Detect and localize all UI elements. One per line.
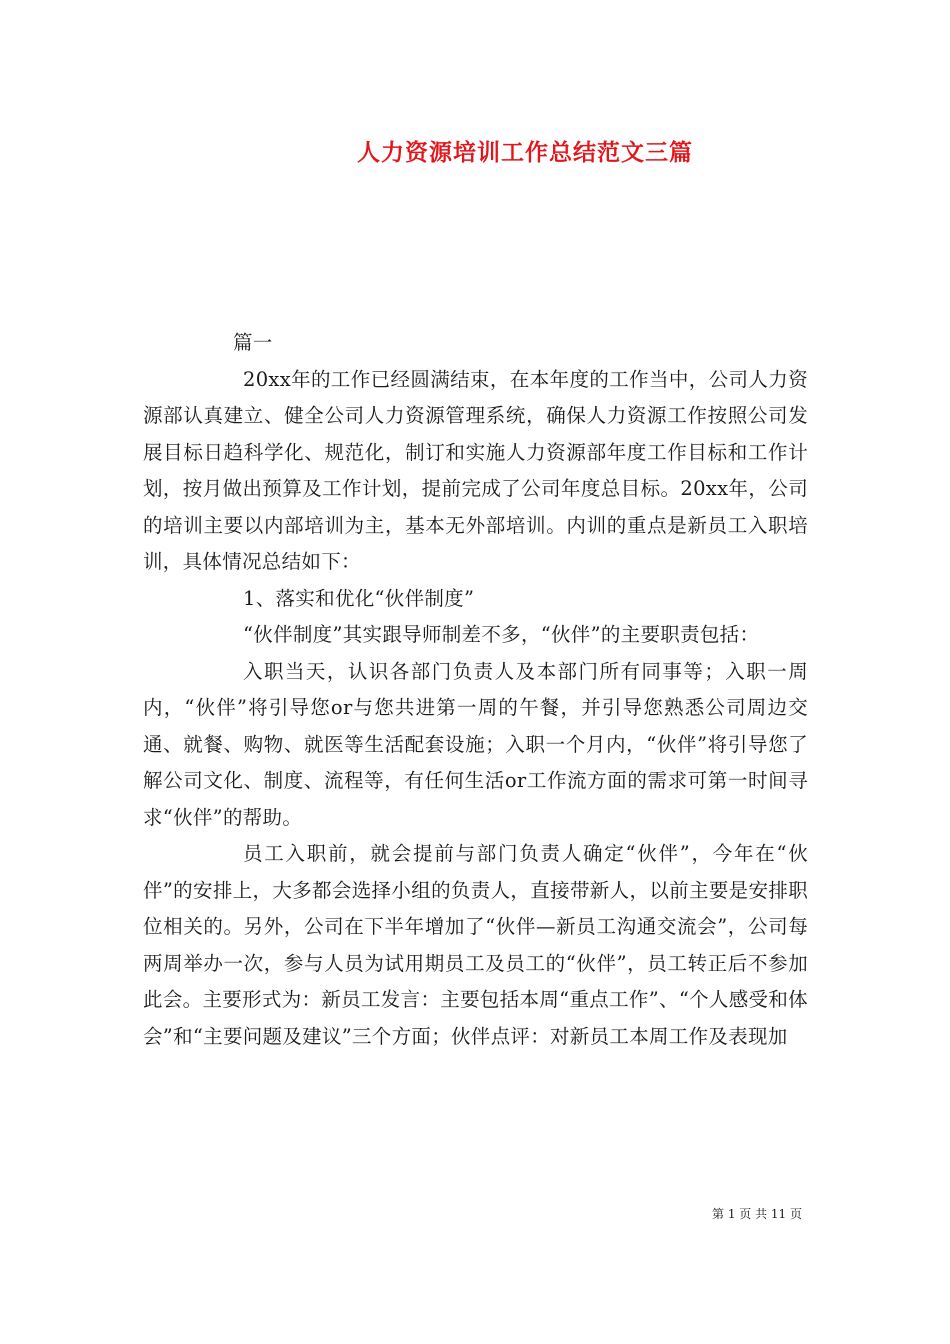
paragraph-heading: 1、落实和优化“伙伴制度” bbox=[243, 586, 475, 610]
paragraph: 20xx年的工作已经圆满结束，在本年度的工作当中，公司人力资源部认真建立、健全公司人力资源管理系统，确保人力资源工作按照公司发展目标日趋科学化、规范化，制订和实施人力资源部年度工作目标和工作计划，按月做出预算及工作计划，提前完成了公司年度总目标。20xx年，公司的培训主要以内部培训为主，基本无外部培训。内训的重点是新员工入职培训，具体情况总结如下： bbox=[143, 367, 808, 573]
section-label: 篇一 bbox=[233, 331, 273, 354]
document-title: 人力资源培训工作总结范文三篇 bbox=[357, 139, 693, 166]
page-number: 第 1 页 共 11 页 bbox=[712, 1207, 802, 1221]
paragraph: 入职当天，认识各部门负责人及本部门所有同事等；入职一周内，“伙伴”将引导您or与您共进第一周的午餐，并引导您熟悉公司周边交通、就餐、购物、就医等生活配套设施；入职一个月内，“伙伴”将引导您了解公司文化、制度、流程等，有任何生活or工作流方面的需求可第一时间寻求“伙伴”的帮助。 bbox=[143, 659, 808, 829]
document-body bbox=[143, 325, 808, 1055]
paragraph: 员工入职前，就会提前与部门负责人确定“伙伴”，今年在“伙伴”的安排上，大多都会选择小组的负责人，直接带新人，以前主要是安排职位相关的。另外，公司在下半年增加了“伙伴—新员工沟通交流会”，公司每两周举办一次，参与人员为试用期员工及员工的“伙伴”，员工转正后不参加此会。主要形式为：新员工发言：主要包括本周“重点工作”、“个人感受和体会”和“主要问题及建议”三个方面；伙伴点评：对新员工本周工作及表现加 bbox=[143, 842, 808, 1048]
paragraph: “伙伴制度”其实跟导师制差不多，“伙伴”的主要职责包括： bbox=[243, 623, 760, 646]
